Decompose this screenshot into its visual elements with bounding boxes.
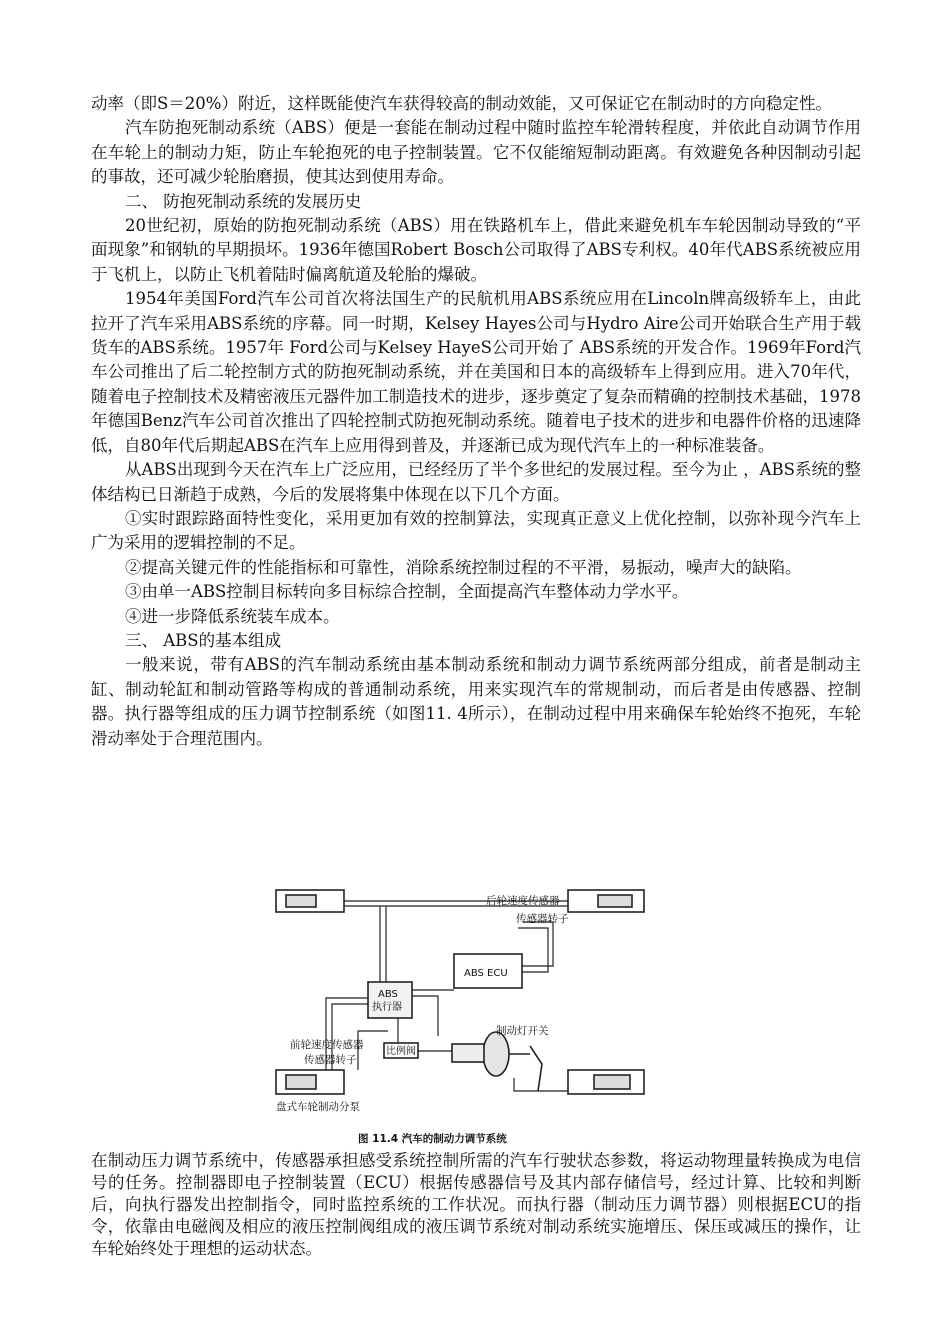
figure-caption: 图 11.4 汽车的制动力调节系统: [358, 1133, 507, 1145]
list-item-1: ①实时跟踪路面特性变化，采用更加有效的控制算法，实现真正意义上优化控制，以弥补现今汽车上广为采用的逻辑控制的不足。: [91, 508, 861, 553]
list-item-2: ②提高关键元件的性能指标和可靠性，消除系统控制过程的不平滑，易振动，噪声大的缺陷。: [125, 557, 802, 577]
disc-caliper-label: 盘式车轮制动分泵: [276, 1101, 360, 1113]
abs-diagram: [268, 886, 663, 1151]
actuator-label-2: 执行器: [372, 1002, 402, 1013]
list-item-4: ④进一步降低系统装车成本。: [125, 606, 340, 626]
section-heading-2: 二、 防抱死制动系统的发展历史: [125, 191, 362, 211]
paragraph-3: 20世纪初，原始的防抱死制动系统（ABS）用在铁路机车上，借此来避免机车车轮因制动导致的“平面现象”和钢轨的早期损坏。1936年德国Robert Bosch公司取得了ABS专利权。40年代ABS系统被应用于飞机上，以防止飞机着陆时偏离航道及轮胎的爆破。: [91, 216, 861, 284]
ecu-label: ABS ECU: [464, 968, 508, 979]
master-cylinder: [452, 1044, 484, 1062]
body-text-bottom: [91, 1150, 861, 1260]
front-sensor-label: 前轮速度传感器: [290, 1039, 364, 1051]
body-text: [91, 92, 861, 751]
front-rotor-label: 传感器转子: [304, 1054, 357, 1066]
proportioning-valve-label: 比例阀: [386, 1046, 416, 1057]
rear-rotor-label: 传感器转子: [516, 913, 569, 925]
rear-left-disc: [286, 895, 316, 907]
paragraph-7: 在制动压力调节系统中，传感器承担感受系统控制所需的汽车行驶状态参数，将运动物理量转换成为电信号的任务。控制器即电子控制装置（ECU）根据传感器信号及其内部存储信号，经过计算、比较和判断后，向执行器发出控制指令，同时监控系统的工作状况。而执行器（制动压力调节器）则根据ECU的指令，依靠由电磁阀及相应的液压控制阀组成的液压调节系统对制动系统实施增压、保压或减压的操作，让车轮始终处于理想的运动状态。: [91, 1151, 861, 1258]
rear-sensor-label: 后轮速度传感器: [486, 895, 560, 907]
section-heading-3: 三、 ABS的基本组成: [125, 630, 282, 650]
brake-pedal: [530, 1046, 542, 1091]
paragraph-4: 1954年美国Ford汽车公司首次将法国生产的民航机用ABS系统应用在Lincoln牌高级轿车上，由此拉开了汽车采用ABS系统的序幕。同一时期，Kelsey Hayes公司与Hydro Aire公司开始联合生产用于载货车的ABS系统。1957年 Ford公司与Kelsey HayeS公司开始了 ABS系统的开发合作。1969年Ford汽车公司推出了后二轮控制方式的防抱死制动系统，并在美国和日本的高级轿车上得到应用。进入70年代，随着电子控制技术及精密液压元器件加工制造技术的进步，逐步奠定了复杂而精确的控制技术基础，1978年德国Benz汽车公司首次推出了四轮控制式防抱死制动系统。随着电子技术的进步和电器件价格的迅速降低，自80年代后期起ABS在汽车上应用得到普及，并逐渐已成为现代汽车上的一种标准装备。: [91, 289, 861, 455]
paragraph-1: 动率（即S＝20%）附近，这样既能使汽车获得较高的制动效能，又可保证它在制动时的方向稳定性。: [91, 94, 832, 113]
actuator-label-1: ABS: [378, 989, 398, 1000]
rear-right-disc: [598, 895, 632, 907]
front-right-disc: [594, 1075, 630, 1089]
brake-booster: [483, 1032, 509, 1076]
brake-light-switch-label: 制动灯开关: [496, 1025, 549, 1037]
abs-system-figure: [268, 886, 663, 1151]
list-item-3: ③由单一ABS控制目标转向多目标综合控制，全面提高汽车整体动力学水平。: [125, 582, 689, 602]
paragraph-5: 从ABS出现到今天在汽车上广泛应用，已经经历了半个多世纪的发展过程。至今为止 ，ABS系统的整体结构已日渐趋于成熟，今后的发展将集中体现在以下几个方面。: [91, 460, 861, 504]
paragraph-6: 一般来说，带有ABS的汽车制动系统由基本制动系统和制动力调节系统两部分组成，前者是制动主缸、制动轮缸和制动管路等构成的普通制动系统，用来实现汽车的常规制动，而后者是由传感器、控制器。执行器等组成的压力调节控制系统（如图11. 4所示），在制动过程中用来确保车轮始终不抱死，车轮滑动率处于合理范围内。: [91, 655, 861, 748]
front-left-disc: [286, 1075, 316, 1089]
paragraph-2: 汽车防抱死制动系统（ABS）便是一套能在制动过程中随时监控车轮滑转程度，并依此自动调节作用在车轮上的制动力矩，防止车轮抱死的电子控制装置。它不仅能缩短制动距离。有效避免各种因制动引起的事故，还可减少轮胎磨损，使其达到使用寿命。: [91, 118, 861, 187]
